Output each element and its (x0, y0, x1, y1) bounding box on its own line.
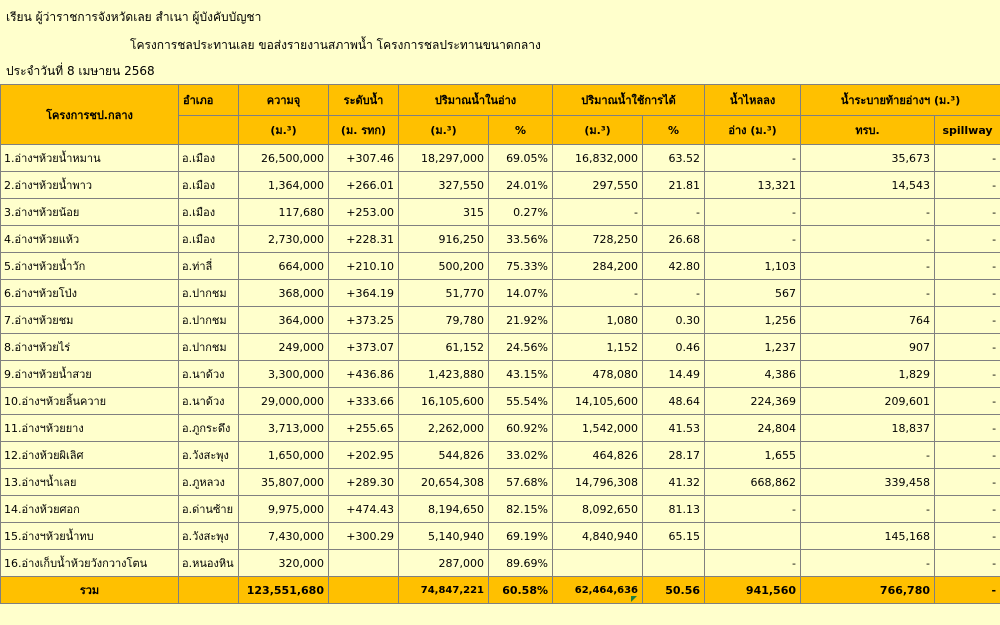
cell-level: +253.00 (329, 199, 399, 226)
cell-usable-pct: 14.49 (643, 361, 705, 388)
col-header-release: น้ำระบายท้ายอ่างฯ (ม.³) (801, 85, 1000, 116)
cell-release: - (801, 253, 935, 280)
col-header-project: โครงการชป.กลาง (1, 85, 179, 145)
total-district-blank (179, 577, 239, 604)
cell-inflow: 1,256 (705, 307, 801, 334)
cell-level: +202.95 (329, 442, 399, 469)
cell-usable-pct: 65.15 (643, 523, 705, 550)
cell-usable-pct: 21.81 (643, 172, 705, 199)
cell-district: อ.ภูกระดึง (179, 415, 239, 442)
cell-storage-pct: 55.54% (489, 388, 553, 415)
cell-release: - (801, 280, 935, 307)
cell-inflow: 1,655 (705, 442, 801, 469)
cell-storage-pct: 24.56% (489, 334, 553, 361)
cell-storage: 20,654,308 (399, 469, 489, 496)
cell-release: 1,829 (801, 361, 935, 388)
cell-storage-pct: 33.02% (489, 442, 553, 469)
cell-storage-pct: 0.27% (489, 199, 553, 226)
cell-level: +373.25 (329, 307, 399, 334)
cell-storage-pct: 69.19% (489, 523, 553, 550)
cell-inflow: 668,862 (705, 469, 801, 496)
cell-release: 764 (801, 307, 935, 334)
cell-storage: 500,200 (399, 253, 489, 280)
cell-level: +228.31 (329, 226, 399, 253)
cell-usable-pct: 81.13 (643, 496, 705, 523)
cell-spillway: - (935, 361, 1000, 388)
cell-storage: 79,780 (399, 307, 489, 334)
table-row (1, 145, 1000, 172)
cell-project: 12.อ่างห้วยผิเลิศ (1, 442, 179, 469)
cell-comment-marker (631, 596, 637, 602)
cell-usable (553, 550, 643, 577)
cell-usable: - (553, 280, 643, 307)
col-header-level-unit: (ม. รทก) (329, 116, 399, 145)
cell-inflow: - (705, 550, 801, 577)
cell-spillway: - (935, 442, 1000, 469)
cell-storage: 18,297,000 (399, 145, 489, 172)
cell-usable-pct: 26.68 (643, 226, 705, 253)
cell-usable: 4,840,940 (553, 523, 643, 550)
cell-storage: 287,000 (399, 550, 489, 577)
cell-usable: 1,080 (553, 307, 643, 334)
table-body (1, 145, 1000, 577)
cell-district: อ.ด่านซ้าย (179, 496, 239, 523)
table-row (1, 496, 1000, 523)
cell-storage-pct: 21.92% (489, 307, 553, 334)
cell-storage-pct: 75.33% (489, 253, 553, 280)
table-row (1, 199, 1000, 226)
cell-capacity: 26,500,000 (239, 145, 329, 172)
cell-project: 5.อ่างฯห้วยน้ำวัก (1, 253, 179, 280)
table-row (1, 253, 1000, 280)
col-header-usable: ปริมาณน้ำใช้การได้ (553, 85, 705, 116)
cell-spillway: - (935, 307, 1000, 334)
cell-storage: 2,262,000 (399, 415, 489, 442)
cell-usable: 8,092,650 (553, 496, 643, 523)
cell-release: 339,458 (801, 469, 935, 496)
cell-district: อ.ปากชม (179, 280, 239, 307)
cell-inflow: 1,237 (705, 334, 801, 361)
cell-capacity: 3,300,000 (239, 361, 329, 388)
header-line-recipients: เรียน ผู้ว่าราชการจังหวัดเลย สำเนา ผู้บังคับบัญชา (6, 10, 262, 24)
cell-storage: 1,423,880 (399, 361, 489, 388)
table-row (1, 307, 1000, 334)
cell-inflow: 4,386 (705, 361, 801, 388)
cell-release: - (801, 496, 935, 523)
cell-capacity: 364,000 (239, 307, 329, 334)
table-row (1, 523, 1000, 550)
cell-capacity: 35,807,000 (239, 469, 329, 496)
cell-project: 8.อ่างฯห้วยไร่ (1, 334, 179, 361)
cell-capacity: 368,000 (239, 280, 329, 307)
cell-capacity: 7,430,000 (239, 523, 329, 550)
cell-storage: 544,826 (399, 442, 489, 469)
cell-release: 14,543 (801, 172, 935, 199)
cell-usable: 297,550 (553, 172, 643, 199)
cell-storage-pct: 33.56% (489, 226, 553, 253)
cell-spillway: - (935, 523, 1000, 550)
cell-capacity: 320,000 (239, 550, 329, 577)
cell-district: อ.หนองหิน (179, 550, 239, 577)
cell-usable: 16,832,000 (553, 145, 643, 172)
cell-level: +364.19 (329, 280, 399, 307)
cell-inflow: 24,804 (705, 415, 801, 442)
cell-capacity: 29,000,000 (239, 388, 329, 415)
water-report-table (0, 84, 1000, 604)
cell-release: 209,601 (801, 388, 935, 415)
cell-spillway: - (935, 199, 1000, 226)
col-header-storage: ปริมาณน้ำในอ่าง (399, 85, 553, 116)
cell-storage: 61,152 (399, 334, 489, 361)
cell-release: 145,168 (801, 523, 935, 550)
cell-usable-pct: - (643, 199, 705, 226)
cell-storage-pct: 14.07% (489, 280, 553, 307)
cell-level: +436.86 (329, 361, 399, 388)
col-header-capacity-unit: (ม.³) (239, 116, 329, 145)
cell-usable-pct: 0.46 (643, 334, 705, 361)
table-row (1, 172, 1000, 199)
cell-storage-pct: 82.15% (489, 496, 553, 523)
cell-level (329, 550, 399, 577)
total-capacity: 123,551,680 (239, 577, 329, 604)
total-usable: 62,464,636 (553, 577, 643, 604)
cell-storage-pct: 60.92% (489, 415, 553, 442)
cell-capacity: 3,713,000 (239, 415, 329, 442)
cell-usable: 1,542,000 (553, 415, 643, 442)
cell-spillway: - (935, 388, 1000, 415)
cell-project: 16.อ่างเก็บน้ำห้วยวังกวางโตน (1, 550, 179, 577)
cell-project: 10.อ่างฯห้วยลิ้นควาย (1, 388, 179, 415)
cell-district: อ.นาด้วง (179, 388, 239, 415)
cell-usable-pct: 0.30 (643, 307, 705, 334)
col-header-inflow-unit: อ่าง (ม.³) (705, 116, 801, 145)
col-header-inflow: น้ำไหลลง (705, 85, 801, 116)
total-level-blank (329, 577, 399, 604)
cell-usable-pct: - (643, 280, 705, 307)
cell-release: - (801, 442, 935, 469)
cell-district: อ.เมือง (179, 226, 239, 253)
cell-level: +255.65 (329, 415, 399, 442)
col-header-storage-unit: (ม.³) (399, 116, 489, 145)
cell-level: +474.43 (329, 496, 399, 523)
cell-usable-pct: 41.32 (643, 469, 705, 496)
table-row (1, 469, 1000, 496)
cell-spillway: - (935, 253, 1000, 280)
cell-usable: 14,796,308 (553, 469, 643, 496)
cell-release: - (801, 199, 935, 226)
cell-release: 907 (801, 334, 935, 361)
cell-district: อ.ท่าลี่ (179, 253, 239, 280)
cell-usable-pct: 42.80 (643, 253, 705, 280)
cell-level: +373.07 (329, 334, 399, 361)
cell-project: 2.อ่างฯห้วยน้ำพาว (1, 172, 179, 199)
cell-inflow: 13,321 (705, 172, 801, 199)
cell-spillway: - (935, 226, 1000, 253)
table-row (1, 415, 1000, 442)
col-header-district-blank (179, 116, 239, 145)
cell-project: 4.อ่างฯห้วยแห้ว (1, 226, 179, 253)
cell-project: 15.อ่างฯห้วยน้ำทบ (1, 523, 179, 550)
cell-project: 11.อ่างฯห้วยยาง (1, 415, 179, 442)
cell-level: +300.29 (329, 523, 399, 550)
cell-usable-pct: 63.52 (643, 145, 705, 172)
cell-capacity: 1,364,000 (239, 172, 329, 199)
cell-project: 9.อ่างฯห้วยน้ำสวย (1, 361, 179, 388)
col-header-usable-pct: % (643, 116, 705, 145)
cell-spillway: - (935, 415, 1000, 442)
col-header-storage-pct: % (489, 116, 553, 145)
cell-usable-pct: 41.53 (643, 415, 705, 442)
cell-usable-pct: 48.64 (643, 388, 705, 415)
cell-capacity: 664,000 (239, 253, 329, 280)
cell-inflow: 224,369 (705, 388, 801, 415)
cell-capacity: 117,680 (239, 199, 329, 226)
cell-inflow: - (705, 199, 801, 226)
cell-spillway: - (935, 172, 1000, 199)
cell-usable: 1,152 (553, 334, 643, 361)
cell-spillway: - (935, 145, 1000, 172)
cell-spillway: - (935, 469, 1000, 496)
total-storage-pct: 60.58% (489, 577, 553, 604)
cell-usable: 464,826 (553, 442, 643, 469)
table-row (1, 361, 1000, 388)
cell-inflow: 567 (705, 280, 801, 307)
cell-project: 1.อ่างฯห้วยน้ำหมาน (1, 145, 179, 172)
cell-project: 3.อ่างฯห้วยน้อย (1, 199, 179, 226)
cell-usable-pct: 28.17 (643, 442, 705, 469)
cell-storage-pct: 69.05% (489, 145, 553, 172)
total-label: รวม (1, 577, 179, 604)
table-row (1, 442, 1000, 469)
cell-project: 7.อ่างฯห้วยชม (1, 307, 179, 334)
total-storage: 74,847,221 (399, 577, 489, 604)
cell-inflow (705, 523, 801, 550)
cell-spillway: - (935, 280, 1000, 307)
total-spillway: - (935, 577, 1000, 604)
cell-district: อ.นาด้วง (179, 361, 239, 388)
cell-project: 13.อ่างฯน้ำเลย (1, 469, 179, 496)
cell-district: อ.ปากชม (179, 334, 239, 361)
cell-storage: 916,250 (399, 226, 489, 253)
cell-district: อ.เมือง (179, 145, 239, 172)
cell-spillway: - (935, 550, 1000, 577)
header-line-report-title: โครงการชลประทานเลย ขอส่งรายงานสภาพน้ำ โครงการชลประทานขนาดกลาง (130, 38, 541, 52)
col-header-release-gate: ทรบ. (801, 116, 935, 145)
cell-district: อ.ปากชม (179, 307, 239, 334)
col-header-release-spillway: spillway (935, 116, 1000, 145)
cell-storage-pct: 43.15% (489, 361, 553, 388)
cell-usable: 14,105,600 (553, 388, 643, 415)
cell-storage: 327,550 (399, 172, 489, 199)
cell-storage-pct: 24.01% (489, 172, 553, 199)
cell-inflow: - (705, 496, 801, 523)
cell-storage: 315 (399, 199, 489, 226)
table-row (1, 550, 1000, 577)
cell-usable: 728,250 (553, 226, 643, 253)
cell-district: อ.เมือง (179, 199, 239, 226)
col-header-usable-unit: (ม.³) (553, 116, 643, 145)
cell-capacity: 249,000 (239, 334, 329, 361)
cell-usable-pct (643, 550, 705, 577)
cell-project: 14.อ่างห้วยศอก (1, 496, 179, 523)
table-row (1, 334, 1000, 361)
col-header-district: อำเภอ (179, 85, 239, 116)
cell-storage-pct: 89.69% (489, 550, 553, 577)
total-inflow: 941,560 (705, 577, 801, 604)
cell-storage: 51,770 (399, 280, 489, 307)
cell-district: อ.วังสะพุง (179, 442, 239, 469)
cell-level: +266.01 (329, 172, 399, 199)
cell-district: อ.ภูหลวง (179, 469, 239, 496)
total-usable-pct: 50.56 (643, 577, 705, 604)
cell-project: 6.อ่างฯห้วยโป่ง (1, 280, 179, 307)
cell-capacity: 2,730,000 (239, 226, 329, 253)
cell-capacity: 1,650,000 (239, 442, 329, 469)
cell-capacity: 9,975,000 (239, 496, 329, 523)
col-header-level: ระดับน้ำ (329, 85, 399, 116)
cell-release: 35,673 (801, 145, 935, 172)
table-row (1, 280, 1000, 307)
cell-release: 18,837 (801, 415, 935, 442)
cell-level: +307.46 (329, 145, 399, 172)
total-release: 766,780 (801, 577, 935, 604)
cell-spillway: - (935, 496, 1000, 523)
cell-usable: 478,080 (553, 361, 643, 388)
cell-level: +210.10 (329, 253, 399, 280)
cell-storage-pct: 57.68% (489, 469, 553, 496)
cell-release: - (801, 226, 935, 253)
cell-storage: 5,140,940 (399, 523, 489, 550)
cell-storage: 16,105,600 (399, 388, 489, 415)
cell-usable: - (553, 199, 643, 226)
col-header-capacity: ความจุ (239, 85, 329, 116)
header-line-date: ประจำวันที่ 8 เมษายน 2568 (6, 64, 155, 78)
table-row (1, 226, 1000, 253)
cell-inflow: - (705, 226, 801, 253)
cell-release: - (801, 550, 935, 577)
cell-storage: 8,194,650 (399, 496, 489, 523)
cell-spillway: - (935, 334, 1000, 361)
cell-district: อ.วังสะพุง (179, 523, 239, 550)
cell-level: +333.66 (329, 388, 399, 415)
cell-level: +289.30 (329, 469, 399, 496)
cell-inflow: - (705, 145, 801, 172)
cell-inflow: 1,103 (705, 253, 801, 280)
table-row (1, 388, 1000, 415)
cell-district: อ.เมือง (179, 172, 239, 199)
cell-usable: 284,200 (553, 253, 643, 280)
